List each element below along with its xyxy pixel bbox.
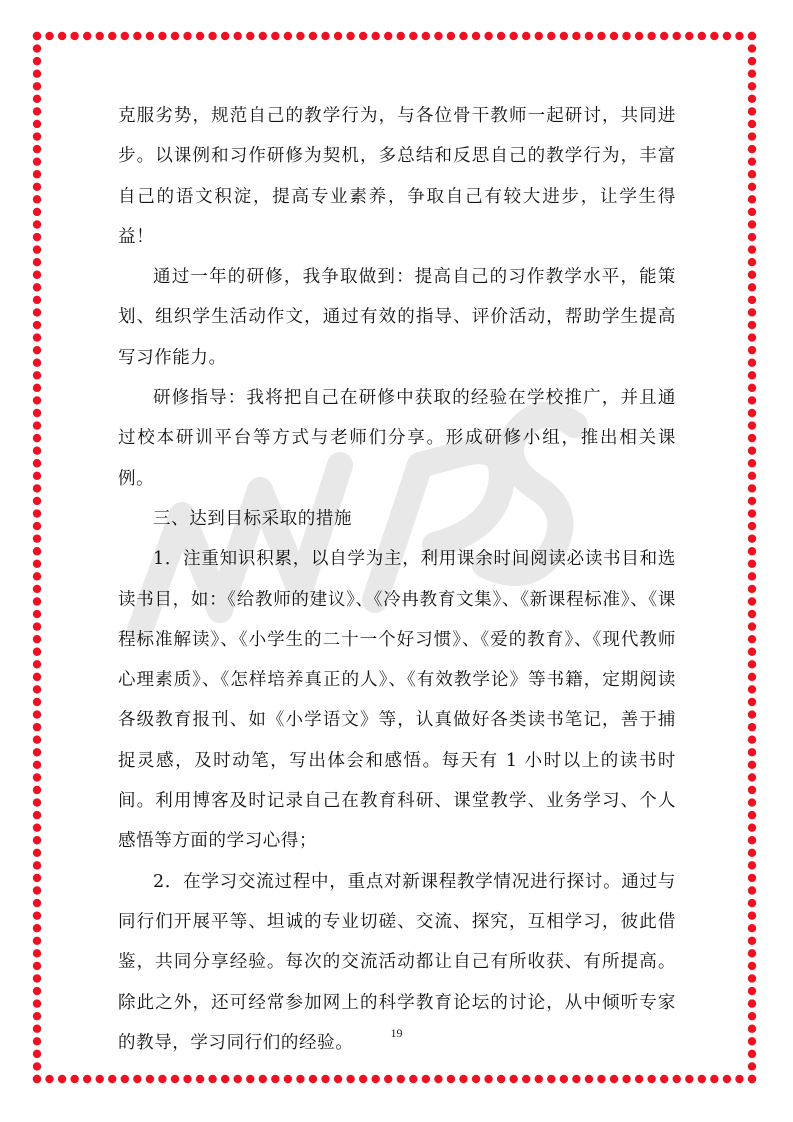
border-dot: [384, 1075, 392, 1083]
border-dot: [33, 346, 41, 354]
border-dot: [748, 107, 756, 115]
border-dot: [748, 70, 756, 78]
border-dot: [33, 1075, 41, 1083]
border-dot: [748, 95, 756, 103]
border-dot: [45, 1075, 53, 1083]
border-dot: [434, 32, 442, 40]
border-dot: [748, 421, 756, 429]
border-dot: [146, 32, 154, 40]
border-dot: [33, 82, 41, 90]
border-dot: [748, 446, 756, 454]
border-dot: [748, 1075, 756, 1083]
border-dot: [748, 509, 756, 517]
border-dot: [547, 1075, 555, 1083]
border-dot: [33, 974, 41, 982]
border-dot: [673, 32, 681, 40]
border-dot: [484, 1075, 492, 1083]
border-dot: [748, 710, 756, 718]
border-dot: [284, 32, 292, 40]
border-dot: [33, 120, 41, 128]
border-dot: [33, 321, 41, 329]
border-dot: [698, 32, 706, 40]
border-dot: [196, 1075, 204, 1083]
border-dot: [522, 1075, 530, 1083]
border-dot: [597, 1075, 605, 1083]
border-dot: [748, 597, 756, 605]
border-dot: [33, 497, 41, 505]
border-dot: [748, 308, 756, 316]
border-dot: [121, 1075, 129, 1083]
border-dot: [447, 32, 455, 40]
border-dot: [33, 673, 41, 681]
paragraph-1: 克服劣势，规范自己的教学行为，与各位骨干教师一起研讨，共同进步。以课例和习作研修为契机，多总结和反思自己的教学行为，丰富自己的语文积淀，提高专业素养，争取自己有较大进步，让学生得益！: [118, 106, 676, 247]
border-dot: [321, 1075, 329, 1083]
border-dot: [346, 32, 354, 40]
border-dot: [748, 937, 756, 945]
border-dot: [748, 296, 756, 304]
border-dot: [748, 974, 756, 982]
border-dot: [748, 321, 756, 329]
border-dot: [610, 1075, 618, 1083]
border-dot: [33, 183, 41, 191]
border-dot: [321, 32, 329, 40]
border-dot: [33, 195, 41, 203]
border-dot: [171, 1075, 179, 1083]
border-dot: [33, 396, 41, 404]
border-dot: [33, 233, 41, 241]
border-dot: [121, 32, 129, 40]
border-dot: [748, 170, 756, 178]
border-dot: [208, 1075, 216, 1083]
border-dot: [33, 748, 41, 756]
border-dot: [33, 962, 41, 970]
border-dot: [748, 560, 756, 568]
border-dot: [33, 32, 41, 40]
border-dot: [221, 1075, 229, 1083]
border-dot: [509, 1075, 517, 1083]
border-dot: [673, 1075, 681, 1083]
border-dot: [108, 1075, 116, 1083]
border-dot: [171, 32, 179, 40]
border-dot: [472, 1075, 480, 1083]
paragraph-measure-2: 2．在学习交流过程中，重点对新课程教学情况进行探讨。通过与同行们开展平等、坦诚的专业切磋、交流、探究，互相学习，彼此借鉴，共同分享经验。每次的交流活动都让自己有所收获、有所提高。除此之外，还可经常参加网上的科学教育论坛的讨论，从中倾听专家的教导，学习同行们的经验。: [118, 871, 676, 1053]
border-dot: [58, 1075, 66, 1083]
border-dot: [535, 32, 543, 40]
border-dot: [33, 271, 41, 279]
border-dot: [748, 384, 756, 392]
border-dot: [622, 1075, 630, 1083]
border-dot: [647, 32, 655, 40]
border-dot: [33, 1062, 41, 1070]
border-dot: [685, 1075, 693, 1083]
border-dot: [33, 44, 41, 52]
border-dot: [33, 899, 41, 907]
border-dot: [748, 547, 756, 555]
border-dot: [33, 371, 41, 379]
border-dot: [271, 1075, 279, 1083]
border-dot: [748, 823, 756, 831]
border-dot: [33, 786, 41, 794]
border-dot: [33, 434, 41, 442]
border-dot: [748, 886, 756, 894]
border-dot: [748, 911, 756, 919]
border-dot: [748, 346, 756, 354]
border-dot: [748, 434, 756, 442]
border-dot: [246, 32, 254, 40]
border-dot: [33, 585, 41, 593]
border-dot: [647, 1075, 655, 1083]
border-dot: [422, 1075, 430, 1083]
border-dot: [748, 962, 756, 970]
border-dot: [748, 798, 756, 806]
border-dot: [183, 1075, 191, 1083]
border-dot: [33, 132, 41, 140]
border-dot: [33, 70, 41, 78]
border-dot: [70, 32, 78, 40]
border-dot: [359, 32, 367, 40]
border-dot: [635, 1075, 643, 1083]
border-dot: [33, 648, 41, 656]
border-dot: [45, 32, 53, 40]
border-dot: [748, 359, 756, 367]
border-dot: [748, 157, 756, 165]
border-dot: [710, 32, 718, 40]
border-dot: [33, 446, 41, 454]
border-dot: [484, 32, 492, 40]
border-dot: [183, 32, 191, 40]
border-dot: [409, 32, 417, 40]
border-dot: [33, 534, 41, 542]
border-dot: [33, 220, 41, 228]
border-dot: [748, 723, 756, 731]
border-dot: [96, 32, 104, 40]
border-dot: [748, 371, 756, 379]
border-dot: [748, 849, 756, 857]
border-dot: [33, 937, 41, 945]
border-dot: [33, 861, 41, 869]
border-dot: [259, 32, 267, 40]
border-dot: [748, 648, 756, 656]
border-dot: [748, 271, 756, 279]
border-dot: [748, 635, 756, 643]
border-dot: [748, 698, 756, 706]
border-dot: [472, 32, 480, 40]
border-dot: [33, 245, 41, 253]
border-dot: [33, 522, 41, 530]
border-dot: [748, 773, 756, 781]
border-dot: [723, 1075, 731, 1083]
border-dot: [133, 1075, 141, 1083]
border-dot: [83, 32, 91, 40]
border-dot: [33, 874, 41, 882]
border-dot: [572, 32, 580, 40]
border-dot: [748, 82, 756, 90]
border-dot: [196, 32, 204, 40]
border-dot: [748, 220, 756, 228]
border-dot: [334, 1075, 342, 1083]
border-dot: [33, 208, 41, 216]
border-dot: [535, 1075, 543, 1083]
border-dot: [33, 660, 41, 668]
border-dot: [748, 195, 756, 203]
border-dot: [33, 761, 41, 769]
border-dot: [33, 157, 41, 165]
border-dot: [33, 296, 41, 304]
border-dot: [33, 849, 41, 857]
border-dot: [748, 949, 756, 957]
border-dot: [748, 1062, 756, 1070]
paragraph-measure-1: 1．注重知识积累，以自学为主，利用课余时间阅读必读书目和选读书目，如：《给教师的建议》、《冷冉教育文集》、《新课程标准》、《课程标准解读》、《小学生的二十一个好习惯》、《爱的教育》、《现代教师心理素质》、《怎样培养真正的人》、《有效教学论》等书籍，定期阅读各级教育报刊、如《小学语文》等，认真做好各类读书笔记，善于捕捉灵感，及时动笔，写出体会和感悟。每天有 1 小时以上的读书时间。利用博客及时记录自己在教育科研、课堂教学、业务学习、个人感悟等方面的学习心得；: [118, 549, 676, 852]
border-dot: [346, 1075, 354, 1083]
border-dot: [748, 1050, 756, 1058]
border-dot: [748, 836, 756, 844]
border-dot: [585, 1075, 593, 1083]
border-dot: [33, 170, 41, 178]
border-dot: [748, 685, 756, 693]
border-dot: [33, 773, 41, 781]
border-dot: [33, 472, 41, 480]
border-dot: [748, 245, 756, 253]
border-dot: [58, 32, 66, 40]
border-dot: [296, 1075, 304, 1083]
border-dot: [547, 32, 555, 40]
border-dot: [748, 208, 756, 216]
border-dot: [33, 384, 41, 392]
border-dot: [748, 409, 756, 417]
border-dot: [33, 1050, 41, 1058]
border-dot: [497, 32, 505, 40]
border-dot: [748, 673, 756, 681]
border-dot: [33, 723, 41, 731]
border-dot: [522, 32, 530, 40]
border-dot: [459, 32, 467, 40]
border-dot: [33, 484, 41, 492]
border-dot: [33, 509, 41, 517]
border-dot: [33, 145, 41, 153]
border-dot: [660, 1075, 668, 1083]
border-dot: [33, 1012, 41, 1020]
border-dot: [309, 1075, 317, 1083]
border-dot: [748, 660, 756, 668]
border-dot: [560, 1075, 568, 1083]
paragraph-3: 研修指导：我将把自己在研修中获取的经验在学校推广，并且通过校本研训平台等方式与老师们分享。形成研修小组，推出相关课例。: [118, 388, 676, 489]
border-dot: [208, 32, 216, 40]
border-dot: [509, 32, 517, 40]
border-dot: [309, 32, 317, 40]
border-dot: [33, 459, 41, 467]
border-dot: [83, 1075, 91, 1083]
border-dot: [371, 1075, 379, 1083]
border-dot: [397, 1075, 405, 1083]
border-dot: [371, 32, 379, 40]
border-dot: [33, 333, 41, 341]
border-dot: [33, 823, 41, 831]
border-dot: [748, 132, 756, 140]
border-dot: [259, 1075, 267, 1083]
border-dot: [459, 1075, 467, 1083]
border-dot: [585, 32, 593, 40]
border-dot: [685, 32, 693, 40]
border-dot: [635, 32, 643, 40]
border-dot: [33, 359, 41, 367]
border-dot: [33, 811, 41, 819]
border-dot: [660, 32, 668, 40]
paragraph-2: 通过一年的研修，我争取做到：提高自己的习作教学水平，能策划、组织学生活动作文，通过有效的指导、评价活动，帮助学生提高写习作能力。: [118, 267, 676, 368]
border-dot: [748, 987, 756, 995]
border-dot: [748, 1012, 756, 1020]
border-dot: [735, 32, 743, 40]
border-dot: [33, 572, 41, 580]
border-dot: [748, 120, 756, 128]
border-dot: [234, 1075, 242, 1083]
border-dot: [748, 736, 756, 744]
page-number: 19: [390, 1026, 403, 1040]
border-dot: [748, 522, 756, 530]
border-dot: [108, 32, 116, 40]
document-body: [118, 96, 676, 1063]
border-dot: [33, 698, 41, 706]
border-dot: [748, 32, 756, 40]
border-dot: [221, 32, 229, 40]
border-dot: [748, 899, 756, 907]
border-dot: [33, 685, 41, 693]
border-dot: [33, 560, 41, 568]
border-dot: [70, 1075, 78, 1083]
border-dot: [748, 610, 756, 618]
border-dot: [723, 32, 731, 40]
border-dot: [33, 547, 41, 555]
border-dot: [748, 44, 756, 52]
border-dot: [33, 798, 41, 806]
border-dot: [33, 949, 41, 957]
border-dot: [748, 861, 756, 869]
border-dot: [284, 1075, 292, 1083]
border-dot: [33, 924, 41, 932]
border-dot: [748, 786, 756, 794]
border-dot: [748, 183, 756, 191]
border-dot: [748, 484, 756, 492]
border-dot: [748, 622, 756, 630]
border-dot: [234, 32, 242, 40]
border-dot: [735, 1075, 743, 1083]
border-dot: [748, 748, 756, 756]
border-dot: [597, 32, 605, 40]
border-dot: [246, 1075, 254, 1083]
border-dot: [748, 283, 756, 291]
border-dot: [748, 761, 756, 769]
border-dot: [33, 258, 41, 266]
border-dot: [158, 1075, 166, 1083]
border-dot: [33, 57, 41, 65]
border-dot: [748, 472, 756, 480]
border-dot: [610, 32, 618, 40]
border-dot: [33, 635, 41, 643]
border-dot: [748, 333, 756, 341]
border-dot: [748, 32, 756, 40]
border-dot: [397, 32, 405, 40]
border-dot: [409, 1075, 417, 1083]
border-dot: [748, 999, 756, 1007]
border-dot: [33, 32, 41, 40]
border-dot: [748, 811, 756, 819]
border-dot: [748, 1075, 756, 1083]
border-dot: [33, 308, 41, 316]
border-dot: [572, 1075, 580, 1083]
border-dot: [748, 534, 756, 542]
border-dot: [146, 1075, 154, 1083]
border-dot: [33, 107, 41, 115]
border-dot: [622, 32, 630, 40]
border-dot: [434, 1075, 442, 1083]
border-dot: [33, 1075, 41, 1083]
border-dot: [33, 409, 41, 417]
border-dot: [96, 1075, 104, 1083]
border-dot: [33, 421, 41, 429]
border-dot: [33, 622, 41, 630]
border-dot: [33, 597, 41, 605]
border-dot: [271, 32, 279, 40]
border-dot: [748, 145, 756, 153]
border-dot: [748, 874, 756, 882]
border-dot: [133, 32, 141, 40]
border-dot: [748, 497, 756, 505]
border-dot: [447, 1075, 455, 1083]
border-dot: [748, 585, 756, 593]
border-dot: [748, 57, 756, 65]
border-dot: [748, 396, 756, 404]
border-dot: [748, 459, 756, 467]
border-dot: [33, 987, 41, 995]
border-dot: [710, 1075, 718, 1083]
border-dot: [33, 836, 41, 844]
border-dot: [497, 1075, 505, 1083]
border-dot: [33, 999, 41, 1007]
border-dot: [748, 258, 756, 266]
section-heading: 三、达到目标采取的措施: [153, 508, 353, 529]
border-dot: [748, 233, 756, 241]
border-dot: [33, 610, 41, 618]
border-dot: [384, 32, 392, 40]
border-dot: [33, 736, 41, 744]
border-dot: [359, 1075, 367, 1083]
border-dot: [33, 911, 41, 919]
border-dot: [334, 32, 342, 40]
border-dot: [748, 572, 756, 580]
border-dot: [33, 283, 41, 291]
border-dot: [422, 32, 430, 40]
border-dot: [33, 710, 41, 718]
border-dot: [33, 886, 41, 894]
border-dot: [748, 924, 756, 932]
border-dot: [698, 1075, 706, 1083]
border-dot: [33, 95, 41, 103]
border-dot: [158, 32, 166, 40]
border-dot: [560, 32, 568, 40]
border-dot: [296, 32, 304, 40]
